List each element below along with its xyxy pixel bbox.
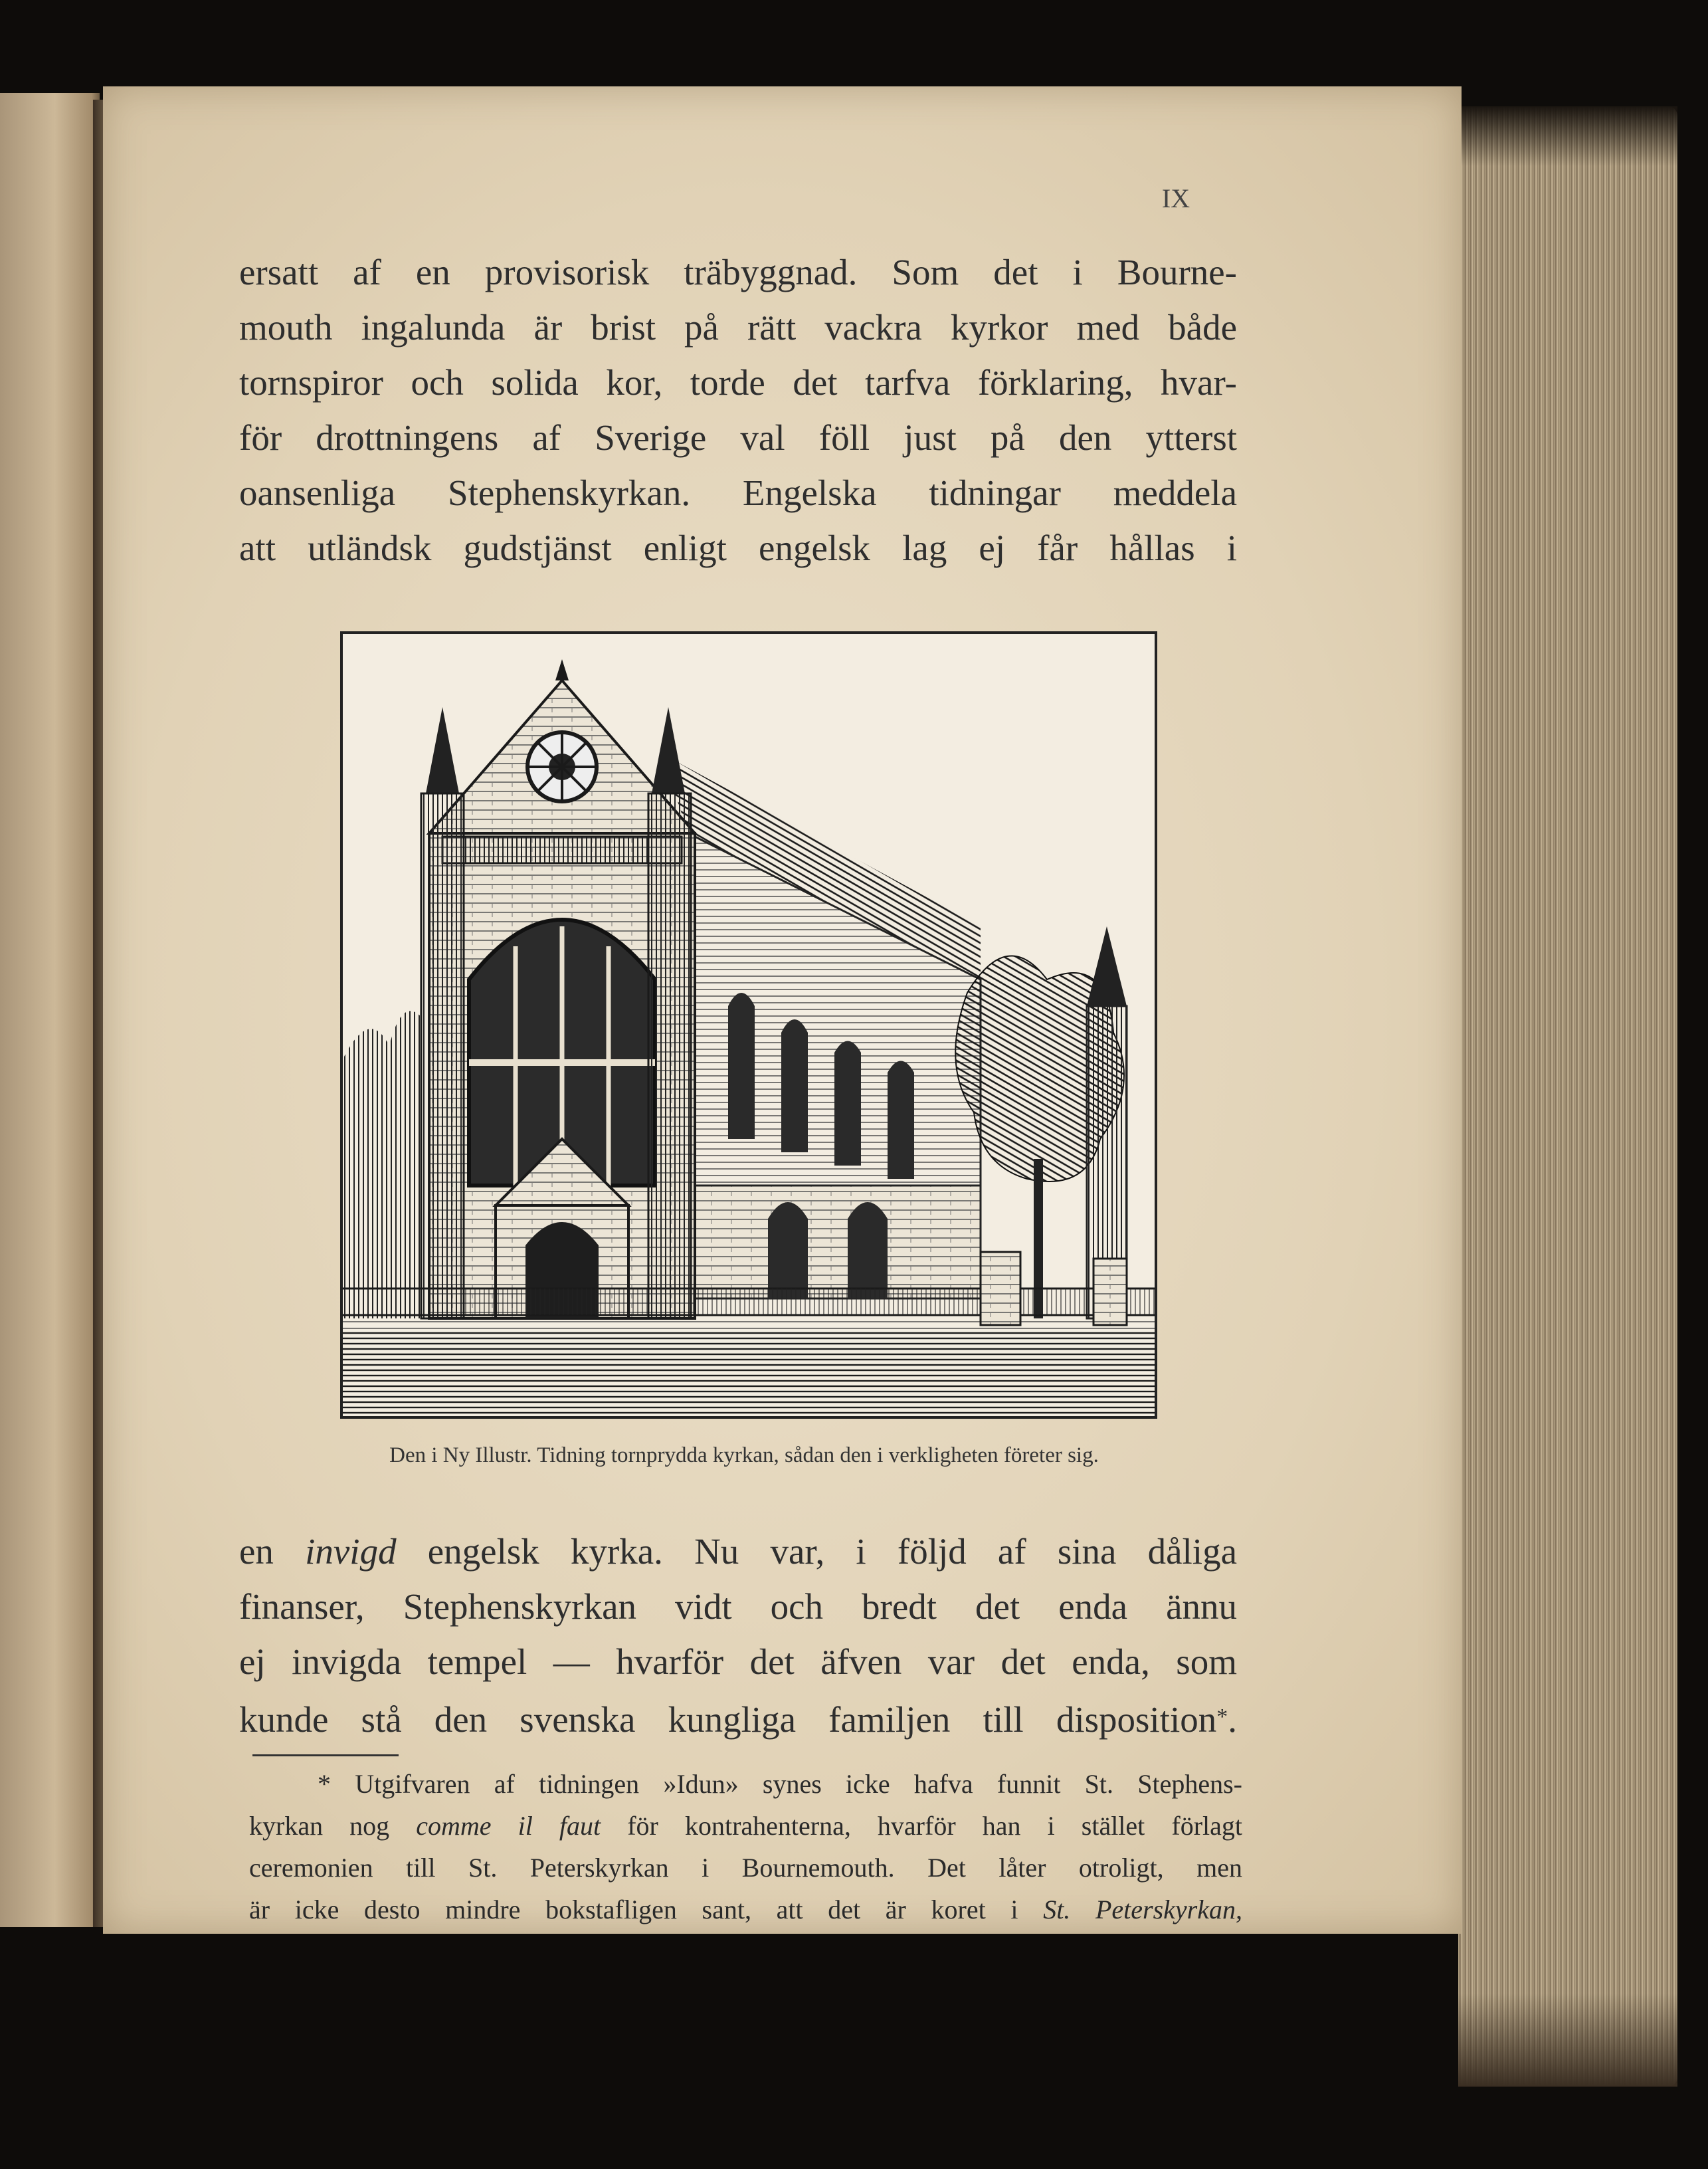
body-line: för drottningens af Sverige val föll just på den ytterst [239,417,1237,458]
church-engraving [340,631,1157,1419]
body-line: en invigd engelsk kyrka. Nu var, i följd af sina dåliga [239,1531,1237,1572]
body-line: mouth ingalunda är brist på rätt vackra kyrkor med både [239,307,1237,348]
footnote-marker: * [1216,1704,1228,1729]
footnote-line: kyrkan nog comme il faut för kontrahenterna, hvarför han i stället förlagt [249,1811,1242,1841]
body-line: finanser, Stephenskyrkan vidt och bredt det enda ännu [239,1586,1237,1627]
body-line: tornspiror och solida kor, torde det tarfva förklaring, hvar- [239,362,1237,403]
body-line: kunde stå den svenska kungliga familjen till disposition*. [239,1699,1237,1740]
body-line: oansenliga Stephenskyrkan. Engelska tidningar meddela [239,472,1237,513]
page-number: IX [1161,183,1190,213]
page-block-edges [1458,106,1677,2087]
page-block-shadow-bottom [1458,1994,1677,2087]
footnote-line: är icke desto mindre bokstafligen sant, att det är koret i St. Peterskyrkan, [249,1895,1242,1924]
body-line: ersatt af en provisorisk träbyggnad. Som det i Bourne- [239,252,1237,292]
figure-caption: Den i Ny Illustr. Tidning tornprydda kyrkan, sådan den i verkligheten företer sig. [389,1443,1099,1467]
page-block-shadow-top [1458,106,1677,166]
left-page-edge [0,93,100,1927]
body-line: att utländsk gudstjänst enligt engelsk lag ej får hållas i [239,528,1237,568]
body-line: ej invigda tempel — hvarför det äfven var det enda, som [239,1641,1237,1682]
footnote-line: ceremonien till St. Peterskyrkan i Bournemouth. Det låter otroligt, men [249,1853,1242,1883]
footnote-line: * Utgifvaren af tidningen »Idun» synes icke hafva funnit St. Stephens- [318,1769,1242,1799]
footnote-rule [252,1754,399,1756]
